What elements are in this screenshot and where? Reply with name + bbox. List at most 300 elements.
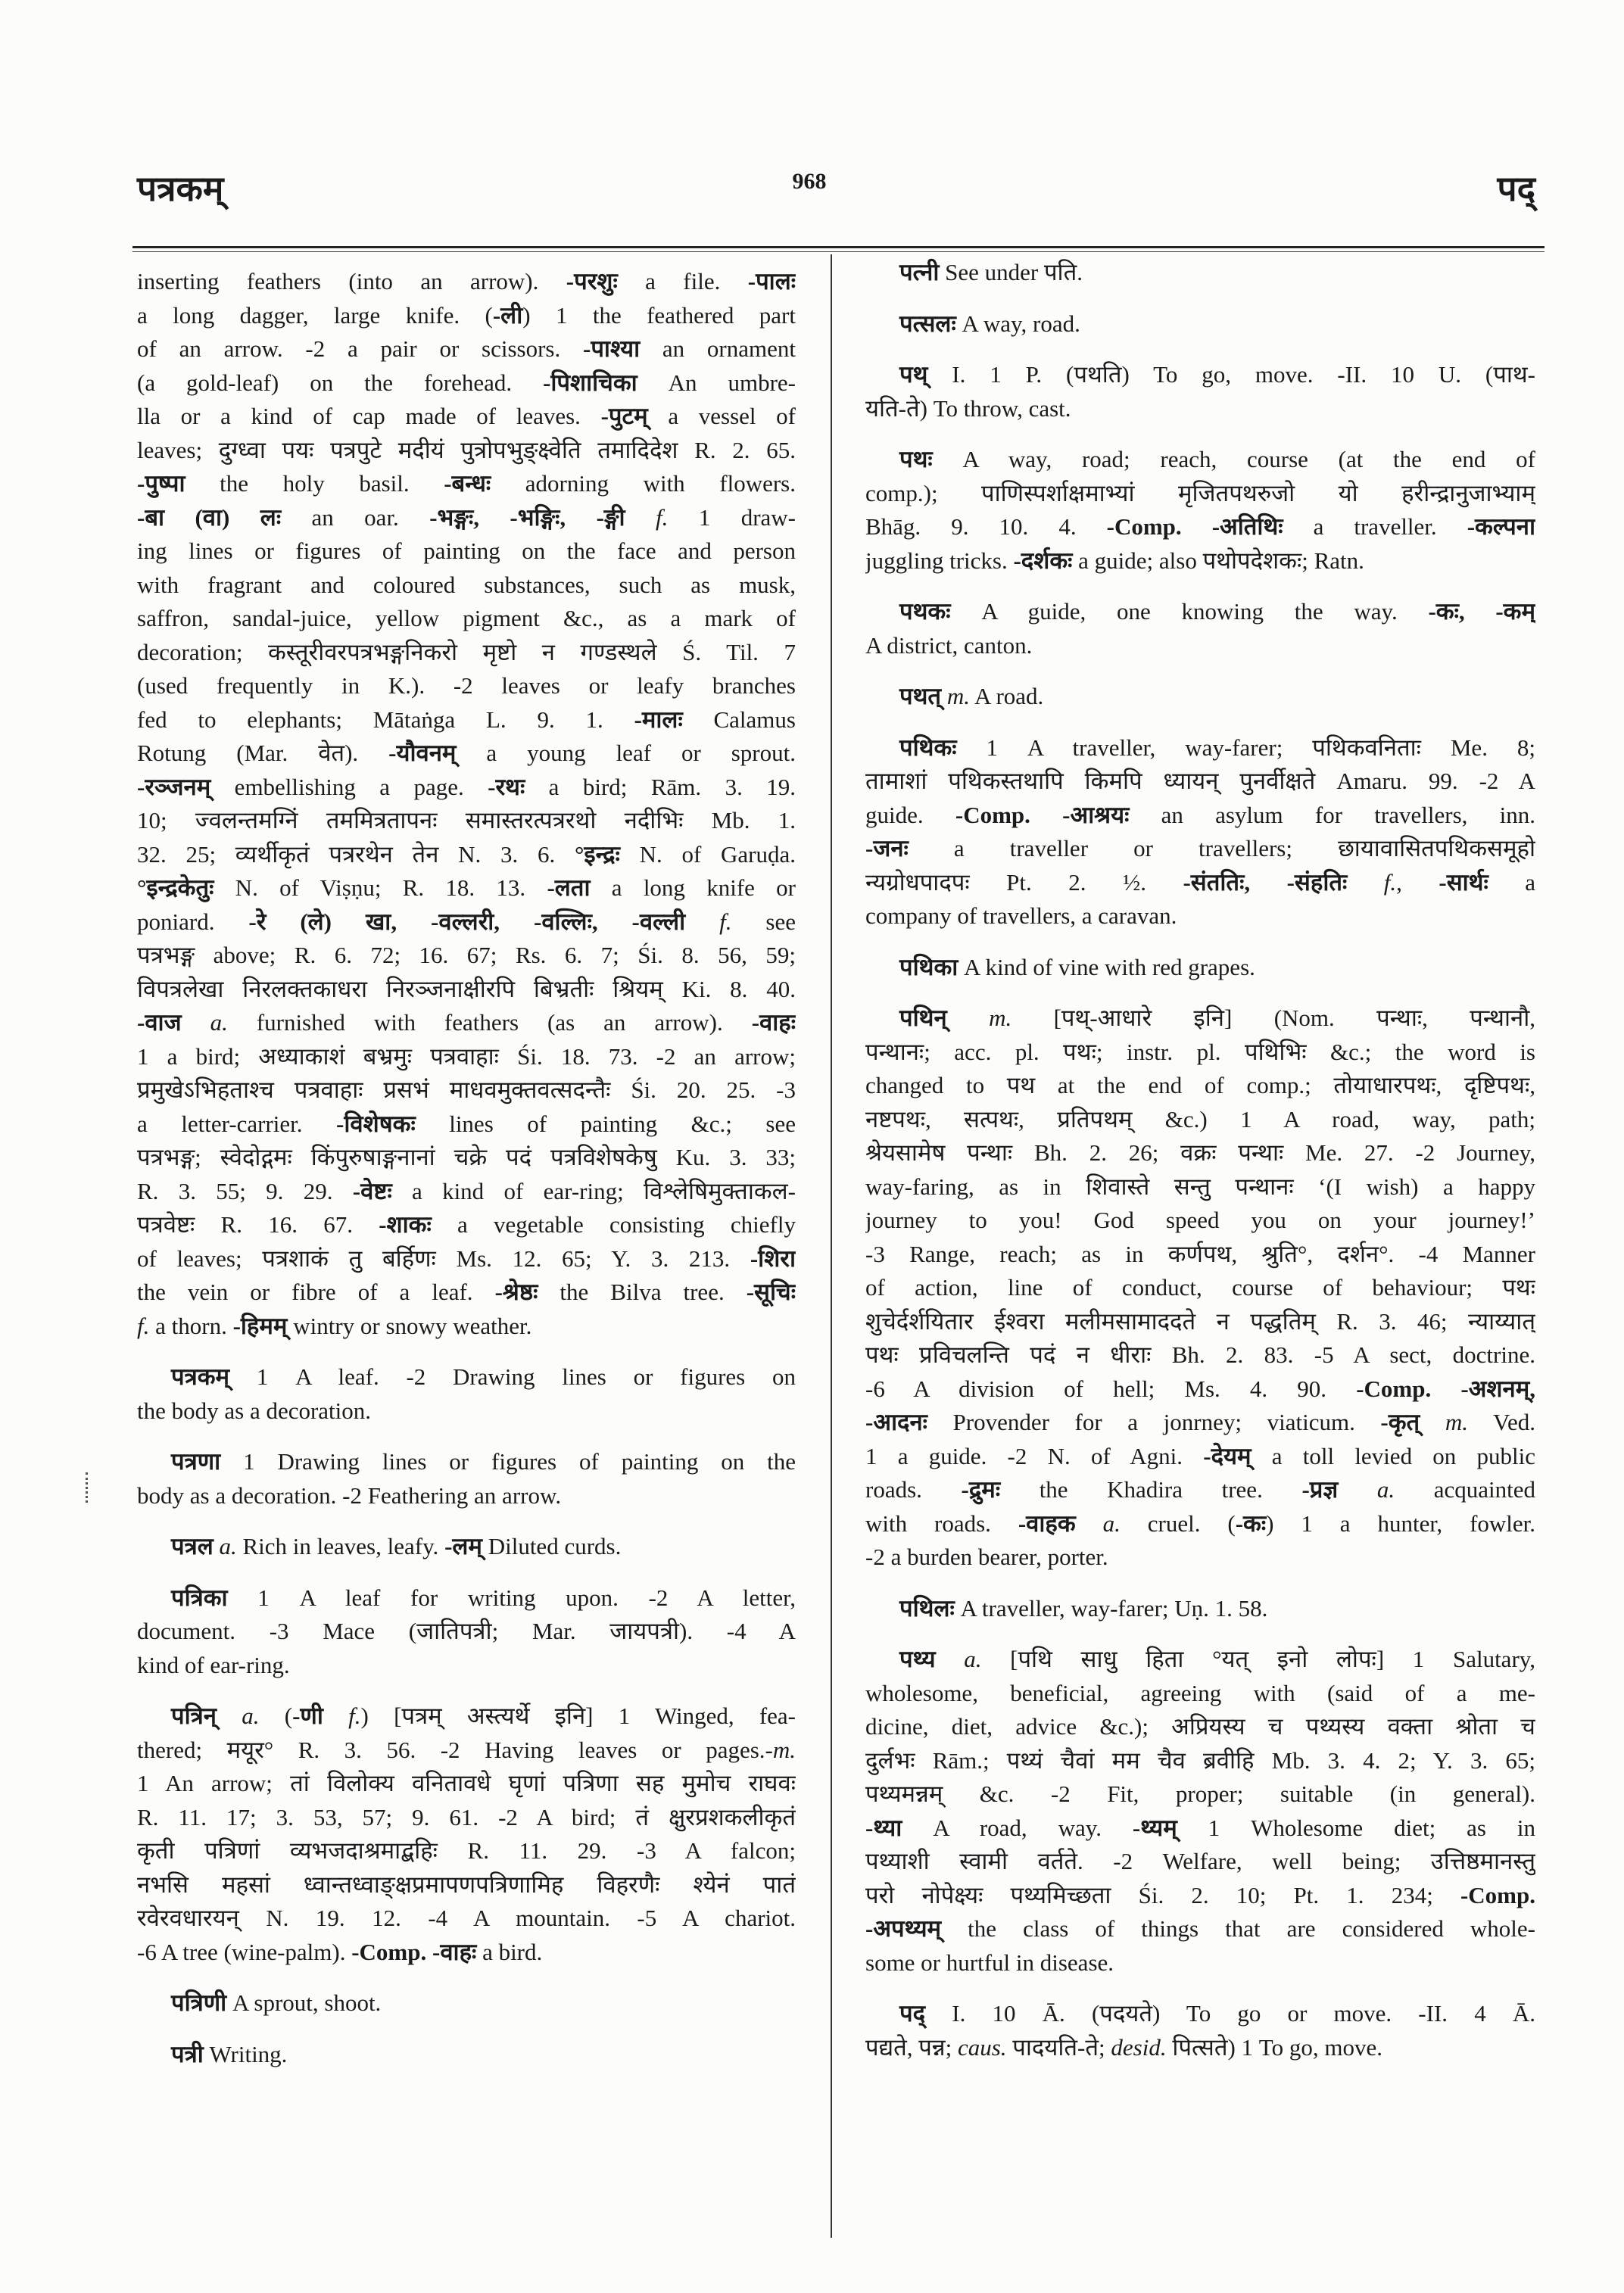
headword: पत्री	[171, 2040, 204, 2067]
header-rule	[132, 246, 1545, 248]
entry-text	[947, 1005, 989, 1031]
entry-text: ,	[1396, 868, 1439, 896]
entry-text: adorning with flowers.	[491, 470, 796, 497]
entry-line	[137, 1242, 796, 1276]
entry-line	[865, 1946, 1535, 1980]
entry-line	[137, 1006, 796, 1040]
headword: -Comp.	[1460, 1881, 1535, 1908]
entry-line	[865, 1744, 1535, 1778]
entry-text: पित्सते) 1 To go, move.	[1166, 2033, 1382, 2061]
entry-text: Rotung (Mar. वेत).	[137, 740, 389, 766]
headword: -बा (वा) लः	[137, 503, 282, 531]
entry-line	[137, 838, 796, 872]
dictionary-entry	[865, 595, 1535, 662]
entry-line	[865, 1440, 1535, 1474]
entry-text: I. 10 Ā. (पदयते) To go or move. -II. 4 Ā.	[925, 2000, 1535, 2027]
entry-line	[137, 703, 796, 737]
headword: -पिशाचिका	[543, 369, 637, 396]
dictionary-entry	[865, 680, 1535, 714]
headword: -रञ्जनम्	[137, 773, 211, 800]
grammar-abbrev: a.	[964, 1646, 982, 1672]
entry-text	[1338, 1476, 1377, 1503]
entry-text	[625, 504, 656, 531]
entry-line	[865, 1305, 1535, 1339]
entry-line	[137, 332, 796, 366]
entry-text	[323, 1703, 348, 1729]
right-column	[865, 256, 1535, 2224]
entry-line	[865, 799, 1535, 833]
entry-text: शुचेर्दर्शयितार ईश्वरा मलीमसामाददते न पद्धतिम् R. 3. 46; न्याय्यात्	[865, 1307, 1535, 1335]
entry-text: a toll levied on public	[1251, 1442, 1535, 1469]
headword: -थ्या	[865, 1814, 902, 1841]
headword: पथ्य	[899, 1646, 936, 1672]
entry-text: the vein or fibre of a leaf.	[137, 1279, 495, 1305]
entry-text: A traveller, way-farer; Uṇ. 1. 58.	[954, 1594, 1268, 1622]
headword: -अतिथिः	[1211, 513, 1283, 540]
entry-line	[865, 1271, 1535, 1305]
entry-text: of an arrow. -2 a pair or scissors.	[137, 335, 583, 362]
entry-line	[137, 569, 796, 603]
headword: -Comp.	[1356, 1375, 1432, 1402]
entry-line	[865, 1136, 1535, 1170]
headword: पथिलः	[899, 1594, 955, 1622]
headword: -Comp.	[351, 1938, 427, 1965]
entry-text: leaves; दुग्ध्वा पयः पत्रपुटे मदीयं पुत्रोपभुङ्क्ष्वेति तमादिदेश R. 2. 65.	[137, 436, 796, 463]
entry-line	[865, 1912, 1535, 1946]
entry-line	[137, 1208, 796, 1242]
entry-line	[137, 1834, 796, 1868]
entry-text: an asylum for travellers, inn.	[1129, 801, 1535, 828]
headword: पत्रल	[171, 1533, 214, 1559]
headword: -शाकः	[379, 1211, 432, 1238]
entry-text: श्रेयसामेष पन्थाः Bh. 2. 26; वक्रः पन्थाः Me. 27. -2 Journey,	[865, 1139, 1535, 1166]
entry-text: of action, line of conduct, course of behaviour; पथः	[865, 1274, 1535, 1301]
entry-line	[865, 1710, 1535, 1744]
entry-text: 1 A leaf. -2 Drawing lines or figures on	[229, 1363, 796, 1390]
grammar-abbrev: m.	[946, 683, 970, 709]
entry-text: -3 Range, reach; as in कर्णपथ, श्रुति°, दर्शन°. -4 Manner	[865, 1240, 1535, 1267]
entry-text: juggling tricks.	[865, 547, 1014, 574]
grammar-abbrev: a.	[219, 1533, 237, 1559]
column-divider	[831, 254, 832, 2238]
entry-line	[865, 1069, 1535, 1103]
entry-text: cruel. (	[1120, 1509, 1236, 1537]
dictionary-entry	[137, 1530, 796, 1564]
entry-line	[137, 1394, 796, 1428]
entry-text: thered; मयूर° R. 3. 56. -2 Having leaves or pages.-	[137, 1736, 773, 1763]
entry-line	[865, 765, 1535, 799]
entry-text: ) 1 the feathered part	[522, 301, 796, 329]
headword: -द्रुमः	[961, 1476, 1001, 1503]
entry-line	[865, 510, 1535, 544]
entry-text: Diluted curds.	[482, 1533, 622, 1559]
entry-text: Writing.	[203, 2040, 288, 2067]
headword: -णी	[292, 1703, 323, 1729]
entry-text: A kind of vine with red grapes.	[958, 953, 1255, 980]
headword: -बन्धः	[444, 470, 491, 497]
page-number: 968	[792, 169, 827, 194]
dictionary-entry	[865, 256, 1535, 290]
entry-text: 1 a bird; अध्याकाशं बभ्रमुः पत्रवाहाः Śi. 18. 73. -2 an arrow;	[137, 1042, 796, 1070]
dictionary-entry	[865, 731, 1535, 933]
entry-line	[865, 951, 1535, 985]
entry-line	[865, 731, 1535, 765]
entry-text: नभसि महसां ध्वान्तध्वाङ्क्षप्रमापणपत्रिणामिह विहरणैः श्येनं पातं	[137, 1871, 796, 1898]
entry-text: some or hurtful in disease.	[865, 1949, 1114, 1976]
dictionary-entry	[865, 1643, 1535, 1980]
entry-text: A way, road; reach, course (at the end of	[932, 446, 1535, 472]
headword: -पालः	[747, 268, 796, 294]
entry-text: a file.	[617, 268, 748, 294]
entry-text: A district, canton.	[865, 631, 1033, 659]
entry-text: see	[731, 908, 796, 935]
entry-text: an ornament	[640, 335, 796, 362]
entry-line	[137, 1276, 796, 1310]
dictionary-entry	[137, 265, 796, 1343]
headword: -वाहक	[1018, 1509, 1076, 1537]
entry-text: N. of Garuḍa.	[619, 840, 796, 868]
entry-text: A guide, one knowing the way.	[950, 598, 1429, 625]
entry-line	[865, 358, 1535, 392]
entry-text: -6 A tree (wine-palm).	[137, 1938, 352, 1965]
entry-line	[865, 544, 1535, 578]
entry-line	[865, 595, 1535, 629]
entry-text	[941, 683, 947, 709]
headword: -कः	[1235, 1509, 1267, 1537]
grammar-abbrev: m.	[1445, 1409, 1468, 1435]
entry-text: R. 11. 17; 3. 53, 57; 9. 61. -2 A bird; तं क्षुरप्रशकलीकृतं	[137, 1803, 796, 1830]
headword: -विशेषकः	[336, 1110, 416, 1137]
entry-text	[1076, 1510, 1103, 1537]
entry-text: I. 1 P. (पथति) To go, move. -II. 10 U. (पाथ-	[927, 361, 1535, 388]
entry-text: lla or a kind of cap made of leaves.	[137, 403, 601, 429]
entry-text: पत्रभङ्ग; स्वेदोद्गमः किंपुरुषाङ्गनानां चक्रे पदं पत्रविशेषकेषु Ku. 3. 33;	[137, 1144, 796, 1170]
entry-line	[137, 534, 796, 569]
entry-text: 1 a guide. -2 N. of Agni.	[865, 1442, 1204, 1469]
entry-text: Provender for a jonrney; viaticum.	[927, 1409, 1381, 1435]
headword: -कृत्	[1380, 1409, 1420, 1435]
entry-line	[137, 1581, 796, 1615]
dictionary-entry	[137, 1986, 796, 2020]
entry-text: ) 1 a hunter, fowler.	[1266, 1509, 1535, 1537]
dictionary-entry	[137, 2038, 796, 2072]
entry-text: प्रमुखेऽभिहताश्च पत्रवाहाः प्रसभं माधवमुक्तवत्सदन्तैः Śi. 20. 25. -3	[137, 1076, 796, 1103]
entry-line	[865, 1103, 1535, 1137]
entry-text: [पथि साधु हिता °यत् इनो लोपः] 1 Salutary,	[981, 1646, 1535, 1672]
headword: पत्नी	[899, 259, 940, 285]
entry-line	[865, 1643, 1535, 1677]
entry-text: -2 a burden bearer, porter.	[865, 1544, 1108, 1570]
entry-line	[865, 392, 1535, 426]
dictionary-entry	[137, 1360, 796, 1428]
entry-line	[137, 1986, 796, 2020]
grammar-abbrev: a.	[1376, 1476, 1395, 1503]
entry-text: a letter-carrier.	[137, 1110, 337, 1137]
entry-text: poniard.	[137, 908, 249, 935]
headword: -ली	[492, 301, 523, 329]
entry-line	[137, 771, 796, 805]
entry-line	[865, 866, 1535, 900]
headword: -परशुः	[566, 268, 618, 294]
entry-line	[865, 1777, 1535, 1812]
grammar-abbrev: a.	[242, 1703, 260, 1729]
grammar-abbrev: caus.	[957, 2033, 1007, 2061]
headword: पथ्	[899, 361, 928, 388]
entry-text: [पथ्-आधारे इनि] (Nom. पन्थाः, पन्थानौ,	[1011, 1005, 1535, 1031]
entry-text	[214, 1533, 220, 1559]
entry-text: the Bilva tree.	[538, 1279, 747, 1305]
entry-text: (a gold-leaf) on the forehead.	[137, 369, 544, 396]
entry-line	[137, 1615, 796, 1649]
headword: -लता	[547, 874, 591, 901]
entry-text: दुर्लभः Rām.; पथ्यं चैवां मम चैव ब्रवीहि Mb. 3. 4. 2; Y. 3. 65;	[865, 1746, 1535, 1774]
entry-line	[137, 1649, 796, 1683]
entry-text: Ved.	[1467, 1409, 1535, 1435]
dictionary-entry	[865, 1002, 1535, 1575]
entry-line	[865, 2031, 1535, 2065]
entry-text: guide.	[865, 801, 955, 828]
entry-text	[1420, 1409, 1445, 1435]
headword: -Comp.	[955, 801, 1030, 828]
entry-text: Rich in leaves, leafy.	[236, 1533, 445, 1559]
entry-text: पथ्याशी स्वामी वर्तते. -2 Welfare, well being; उत्तिष्ठमानस्तु	[865, 1848, 1535, 1874]
headword: पत्रकम्	[171, 1363, 230, 1390]
entry-text: यति-ते) To throw, cast.	[865, 394, 1071, 422]
headword: पत्रिणी	[171, 1989, 227, 2016]
headword: -यौवनम्	[388, 740, 457, 766]
entry-line	[865, 1879, 1535, 1913]
entry-text: with roads.	[865, 1509, 1018, 1537]
entry-line	[865, 1845, 1535, 1879]
entry-text	[426, 1939, 432, 1965]
entry-line	[137, 1902, 796, 1936]
header-rule-thin	[132, 251, 1545, 252]
entry-line	[865, 680, 1535, 714]
entry-text: a traveller or travellers; छायावासितपथिकसमूहो	[908, 835, 1535, 861]
entry-line	[137, 1175, 796, 1209]
entry-line	[865, 1812, 1535, 1846]
dictionary-entry	[865, 1592, 1535, 1626]
entry-line	[137, 1141, 796, 1175]
entry-text: R. 3. 55; 9. 29.	[137, 1177, 353, 1204]
entry-line	[865, 1406, 1535, 1440]
entry-line	[137, 905, 796, 939]
dictionary-entry	[865, 443, 1535, 578]
entry-text: fed to elephants; Mātaṅga L. 9. 1.	[137, 706, 634, 733]
entry-text: way-faring, as in शिवास्ते सन्तु पन्थानः ‘(I wish) a happy	[865, 1173, 1535, 1200]
entry-line	[137, 1445, 796, 1479]
entry-line	[137, 299, 796, 333]
entry-line	[865, 1238, 1535, 1272]
grammar-abbrev: a.	[1102, 1509, 1121, 1537]
headword: -जनः	[865, 835, 909, 861]
entry-text: a guide; also पथोपदेशकः; Ratn.	[1072, 547, 1364, 574]
headword: -वेष्टः	[352, 1177, 392, 1204]
entry-line	[137, 1479, 796, 1513]
headword: -अपथ्यम्	[865, 1915, 942, 1942]
entry-text: document. -3 Mace (जातिपत्री; Mar. जायपत्री). -4 A	[137, 1618, 796, 1644]
headword: पत्सलः	[899, 310, 956, 337]
entry-text: with fragrant and coloured substances, such as musk,	[137, 571, 796, 598]
entry-text: roads.	[865, 1476, 962, 1503]
entry-line	[865, 1002, 1535, 1036]
entry-text: रवेरवधारयन् N. 19. 12. -4 A mountain. -5 A chariot.	[137, 1905, 796, 1931]
entry-line	[865, 1507, 1535, 1541]
entry-text: comp.); पाणिस्पर्शाक्षमाभ्यां मृजितपथरुजो यो हरीन्द्रानुजाभ्याम्	[865, 479, 1535, 506]
entry-text: embellishing a page.	[210, 773, 488, 800]
entry-text: Calamus	[682, 706, 796, 733]
headword: -थ्यम्	[1132, 1814, 1177, 1841]
entry-line	[137, 804, 796, 838]
headword: -रे (ले) खा, -वल्लरी, -वल्लिः, -वल्ली	[248, 908, 686, 935]
entry-text: तामाशां पथिकस्तथापि किमपि ध्यायन् पुनर्वीक्षते Amaru. 99. -2 A	[865, 768, 1535, 794]
headword: -वाज	[137, 1009, 182, 1036]
entry-line	[137, 636, 796, 670]
running-head-first-word: पत्रकम्	[137, 170, 224, 208]
entry-text: body as a decoration. -2 Feathering an arrow.	[137, 1481, 562, 1509]
entry-line	[865, 1338, 1535, 1372]
entry-text: पन्थानः; acc. pl. पथः; instr. pl. पथिभिः &c.; the word is	[865, 1038, 1535, 1065]
entry-line	[865, 477, 1535, 511]
entry-line	[865, 1997, 1535, 2031]
entry-text: a young leaf or sprout.	[456, 740, 796, 766]
entry-line	[137, 1801, 796, 1835]
entry-text: N. of Viṣṇu; R. 18. 13.	[214, 874, 547, 901]
entry-line	[137, 366, 796, 400]
entry-text: पथ्यमन्नम् &c. -2 Fit, proper; suitable (in general).	[865, 1781, 1535, 1807]
entry-line	[137, 1040, 796, 1074]
entry-text: the Khadira tree.	[1000, 1476, 1302, 1503]
entry-text: न्यग्रोधपादपः Pt. 2. ½.	[865, 868, 1183, 896]
entry-text: 1 draw-	[668, 503, 796, 531]
headword: -आश्रयः	[1062, 801, 1130, 828]
entry-text: A way, road.	[955, 310, 1080, 337]
entry-text: furnished with feathers (as an arrow).	[227, 1009, 752, 1036]
headword: -हिमम्	[232, 1312, 288, 1339]
entry-text: a traveller.	[1283, 513, 1467, 540]
entry-text: dicine, diet, advice &c.); अप्रियस्य च पथ्यस्य वक्ता श्रोता च	[865, 1713, 1535, 1740]
entry-text: a long knife or	[590, 874, 796, 901]
entry-text: 32. 25; व्यर्थीकृतं पत्ररथेन तेन N. 3. 6.	[137, 840, 575, 868]
entry-text: decoration; कस्तूरीवरपत्रभङ्गनिकरो मृष्टो न गण्डस्थले Ś. Til. 7	[137, 638, 796, 665]
headword: -दर्शकः	[1013, 547, 1073, 574]
entry-line	[137, 1734, 796, 1768]
headword: -भङ्गः, -भङ्गिः, -ङ्गी	[429, 503, 625, 531]
entry-text: of leaves; पत्रशाकं तु बर्हिणः Ms. 12. 65; Y. 3. 213.	[137, 1245, 750, 1272]
entry-text: wholesome, beneficial, agreeing with (said of a me-	[865, 1679, 1535, 1706]
running-head-last-word: पद्	[1497, 170, 1535, 208]
headword: °इन्द्रकेतुः	[137, 874, 214, 901]
dictionary-entry	[865, 951, 1535, 985]
headword: -पाश्या	[583, 335, 641, 362]
entry-line	[865, 1036, 1535, 1070]
entry-line	[137, 1868, 796, 1902]
entry-line	[137, 669, 796, 703]
headword: -देयम्	[1203, 1442, 1252, 1469]
grammar-abbrev: f.	[719, 908, 732, 935]
entry-text: 1 Drawing lines or figures of painting on the	[220, 1448, 796, 1475]
entry-text: ) [पत्रम् अस्त्यर्थे इनि] 1 Winged, fea-	[360, 1703, 796, 1729]
entry-text: पादयति-ते;	[1006, 2033, 1111, 2061]
entry-line	[865, 1592, 1535, 1626]
entry-text: journey to you! God speed you on your journey!’	[865, 1207, 1535, 1233]
entry-text: company of travellers, a caravan.	[865, 902, 1177, 929]
entry-line	[137, 1699, 796, 1734]
entry-text: पद्यते, पन्न;	[865, 2033, 958, 2061]
entry-line	[865, 1473, 1535, 1507]
grammar-abbrev: m.	[772, 1736, 796, 1763]
headword: पद्	[899, 2000, 926, 2027]
headword: -सूचिः	[746, 1279, 796, 1305]
entry-text: 1 Wholesome diet; as in	[1177, 1814, 1535, 1841]
dictionary-entry	[137, 1699, 796, 1969]
entry-text: कृती पत्रिणां व्यभजदाश्रमाद्बहिः R. 11. 29. -3 A falcon;	[137, 1837, 796, 1864]
entry-text: A road.	[969, 683, 1044, 709]
entry-text: an oar.	[281, 503, 430, 531]
headword: -आदनः	[865, 1409, 927, 1435]
entry-text: 10; ज्वलन्तमग्निं तममित्रतापनः समास्तरत्पत्ररथो नदीभिः Mb. 1.	[137, 807, 796, 833]
entry-text: नष्टपथः, सत्पथः, प्रतिपथम् &c.) 1 A road, way, path;	[865, 1105, 1535, 1132]
entry-line	[137, 1073, 796, 1108]
entry-text	[1347, 869, 1383, 896]
headword: °इन्द्रः	[574, 840, 620, 868]
entry-text: पत्रवेष्टः R. 16. 67.	[137, 1211, 379, 1238]
grammar-abbrev: f.	[1383, 868, 1397, 896]
entry-text: See under पति.	[939, 259, 1083, 285]
entry-text	[1030, 802, 1062, 828]
headword: -लम्	[444, 1533, 482, 1559]
entry-text: a long dagger, large knife. (	[137, 301, 493, 329]
grammar-abbrev: desid.	[1111, 2033, 1167, 2061]
headword: पथः	[899, 446, 933, 472]
headword: -Comp.	[1106, 513, 1182, 540]
entry-line	[865, 1677, 1535, 1711]
entry-text: a bird.	[476, 1938, 543, 1965]
headword: -अशनम्,	[1460, 1375, 1535, 1402]
dictionary-entry	[865, 1997, 1535, 2064]
entry-line	[137, 265, 796, 299]
dictionary-entry	[137, 1445, 796, 1513]
headword: -वाहः	[432, 1938, 477, 1965]
dictionary-entry	[865, 307, 1535, 341]
grammar-abbrev: f.	[137, 1312, 150, 1339]
dictionary-entry	[137, 1581, 796, 1683]
headword: -रथः	[488, 773, 525, 800]
headword: -पुटम्	[600, 403, 648, 429]
headword: -पुष्पा	[137, 470, 185, 497]
headword: -कल्पना	[1467, 513, 1535, 540]
entry-text: a vessel of	[647, 403, 796, 429]
entry-line	[137, 400, 796, 434]
entry-text: a	[1488, 868, 1535, 896]
entry-line	[865, 307, 1535, 341]
entry-text: saffron, sandal-juice, yellow pigment &c., as a mark of	[137, 605, 796, 631]
headword: पथकः	[899, 598, 951, 625]
entry-line	[865, 256, 1535, 290]
entry-line	[137, 434, 796, 468]
entry-text: a thorn.	[149, 1312, 233, 1339]
entry-line	[137, 1936, 796, 1970]
entry-line	[137, 1530, 796, 1564]
entry-text: acquainted	[1395, 1476, 1535, 1503]
entry-text	[217, 1703, 242, 1729]
entry-line	[137, 1360, 796, 1394]
entry-text: 1 An arrow; तां विलोक्य वनितावधे घृणां पत्रिणा सह मुमोच राघवः	[137, 1770, 796, 1796]
entry-text: पत्रभङ्ग above; R. 6. 72; 16. 67; Rs. 6. 7; Śi. 8. 56, 59;	[137, 942, 796, 968]
entry-line	[137, 1767, 796, 1801]
entry-text: ing lines or figures of painting on the face and person	[137, 537, 796, 564]
entry-text: a vegetable consisting chiefly	[431, 1211, 796, 1238]
